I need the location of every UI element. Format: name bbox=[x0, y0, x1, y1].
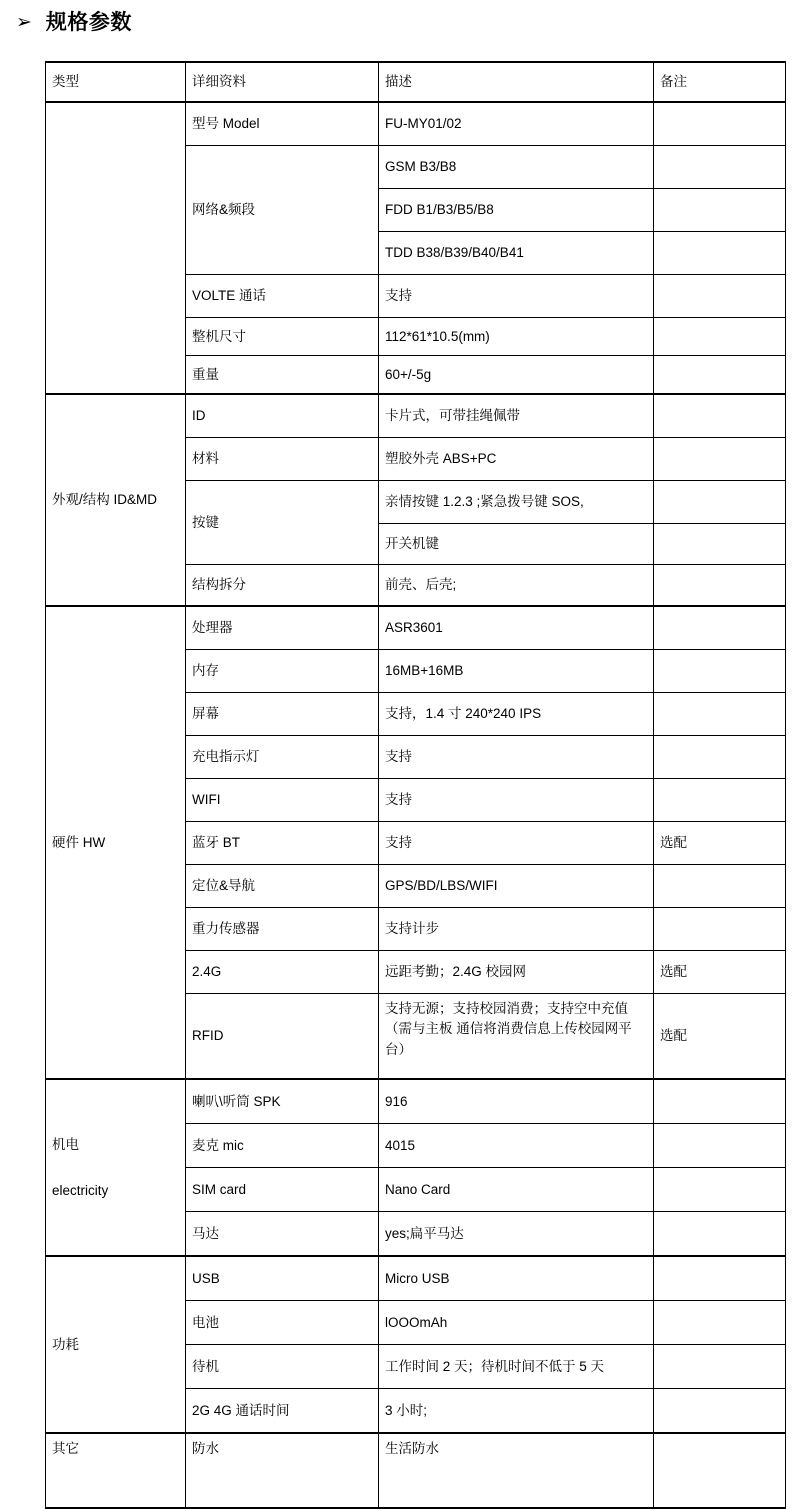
desc-cell: 支持 bbox=[379, 275, 654, 318]
note-cell bbox=[654, 650, 786, 693]
item-cell: 重量 bbox=[186, 356, 379, 395]
category-cell-other: 其它 bbox=[46, 1433, 186, 1508]
item-cell: 整机尺寸 bbox=[186, 318, 379, 356]
note-cell bbox=[654, 908, 786, 951]
desc-cell: 112*61*10.5(mm) bbox=[379, 318, 654, 356]
column-header-note: 备注 bbox=[654, 62, 786, 102]
item-cell: 内存 bbox=[186, 650, 379, 693]
item-cell: SIM card bbox=[186, 1168, 379, 1212]
note-cell bbox=[654, 438, 786, 481]
note-cell bbox=[654, 1301, 786, 1345]
desc-cell: Micro USB bbox=[379, 1256, 654, 1301]
desc-cell: Nano Card bbox=[379, 1168, 654, 1212]
note-cell bbox=[654, 524, 786, 565]
note-cell bbox=[654, 1168, 786, 1212]
item-cell: 型号 Model bbox=[186, 102, 379, 146]
item-cell: 充电指示灯 bbox=[186, 736, 379, 779]
note-cell bbox=[654, 318, 786, 356]
category-cell-power: 功耗 bbox=[46, 1256, 186, 1433]
note-cell bbox=[654, 693, 786, 736]
category-cell-hardware: 硬件 HW bbox=[46, 606, 186, 1079]
column-header-item: 详细资料 bbox=[186, 62, 379, 102]
item-cell: 按键 bbox=[186, 481, 379, 565]
note-cell bbox=[654, 481, 786, 524]
item-cell: 重力传感器 bbox=[186, 908, 379, 951]
desc-cell: 塑胶外壳 ABS+PC bbox=[379, 438, 654, 481]
note-cell bbox=[654, 232, 786, 275]
column-header-type: 类型 bbox=[46, 62, 186, 102]
note-cell bbox=[654, 1256, 786, 1301]
note-cell bbox=[654, 356, 786, 395]
item-cell: 网络&频段 bbox=[186, 146, 379, 275]
item-cell: 电池 bbox=[186, 1301, 379, 1345]
category-cell-electricity bbox=[46, 1079, 186, 1256]
desc-cell: 支持 bbox=[379, 822, 654, 865]
table-header-row bbox=[46, 62, 786, 102]
item-cell: 处理器 bbox=[186, 606, 379, 650]
item-cell: RFID bbox=[186, 994, 379, 1080]
desc-cell: 卡片式，可带挂绳佩带 bbox=[379, 394, 654, 438]
item-cell: 屏幕 bbox=[186, 693, 379, 736]
page-title: 规格参数 bbox=[45, 11, 132, 34]
table-row bbox=[46, 1256, 786, 1301]
note-cell bbox=[654, 1079, 786, 1124]
note-cell bbox=[654, 394, 786, 438]
desc-cell: 60+/-5g bbox=[379, 356, 654, 395]
category-label-line1: 机电 bbox=[52, 1136, 79, 1152]
table-row bbox=[46, 1433, 786, 1508]
note-cell bbox=[654, 189, 786, 232]
item-cell: 待机 bbox=[186, 1345, 379, 1389]
desc-cell: lOOOmAh bbox=[379, 1301, 654, 1345]
desc-cell: 支持，1.4 寸 240*240 IPS bbox=[379, 693, 654, 736]
note-cell bbox=[654, 736, 786, 779]
note-cell bbox=[654, 1124, 786, 1168]
page-heading bbox=[16, 12, 132, 33]
desc-cell: 支持计步 bbox=[379, 908, 654, 951]
item-cell: 马达 bbox=[186, 1212, 379, 1257]
desc-cell: 工作时间 2 天；待机时间不低于 5 天 bbox=[379, 1345, 654, 1389]
item-cell: USB bbox=[186, 1256, 379, 1301]
item-cell: 喇叭\听筒 SPK bbox=[186, 1079, 379, 1124]
item-cell: 2G 4G 通话时间 bbox=[186, 1389, 379, 1434]
category-label-line2: electricity bbox=[52, 1182, 109, 1198]
item-cell: ID bbox=[186, 394, 379, 438]
desc-cell: GSM B3/B8 bbox=[379, 146, 654, 189]
column-header-desc: 描述 bbox=[379, 62, 654, 102]
table-row bbox=[46, 1079, 786, 1124]
desc-cell: TDD B38/B39/B40/B41 bbox=[379, 232, 654, 275]
note-cell bbox=[654, 146, 786, 189]
note-cell bbox=[654, 565, 786, 607]
note-cell bbox=[654, 275, 786, 318]
category-cell-appearance: 外观/结构 ID&MD bbox=[46, 394, 186, 606]
desc-cell: 16MB+16MB bbox=[379, 650, 654, 693]
item-cell: 定位&导航 bbox=[186, 865, 379, 908]
arrowhead-bullet-icon: ➢ bbox=[16, 11, 32, 33]
note-cell-optional: 选配 bbox=[654, 822, 786, 865]
table-row bbox=[46, 102, 786, 146]
desc-cell: FU-MY01/02 bbox=[379, 102, 654, 146]
item-cell: 材料 bbox=[186, 438, 379, 481]
desc-cell: 远距考勤；2.4G 校园网 bbox=[379, 951, 654, 994]
note-cell bbox=[654, 1389, 786, 1434]
item-cell: 结构拆分 bbox=[186, 565, 379, 607]
note-cell bbox=[654, 102, 786, 146]
note-cell bbox=[654, 779, 786, 822]
desc-cell: ASR3601 bbox=[379, 606, 654, 650]
desc-cell: 前壳、后壳; bbox=[379, 565, 654, 607]
note-cell-optional: 选配 bbox=[654, 951, 786, 994]
item-cell: 麦克 mic bbox=[186, 1124, 379, 1168]
desc-cell: 亲情按键 1.2.3 ;紧急拨号键 SOS, bbox=[379, 481, 654, 524]
item-cell: 防水 bbox=[186, 1433, 379, 1508]
table-row bbox=[46, 606, 786, 650]
note-cell-optional: 选配 bbox=[654, 994, 786, 1080]
desc-cell: 支持 bbox=[379, 779, 654, 822]
desc-cell: 支持 bbox=[379, 736, 654, 779]
desc-cell: 开关机键 bbox=[379, 524, 654, 565]
note-cell bbox=[654, 1212, 786, 1257]
category-cell-block1 bbox=[46, 102, 186, 394]
table-row bbox=[46, 394, 786, 438]
desc-cell: yes;扁平马达 bbox=[379, 1212, 654, 1257]
item-cell: WIFI bbox=[186, 779, 379, 822]
note-cell bbox=[654, 865, 786, 908]
desc-cell: FDD B1/B3/B5/B8 bbox=[379, 189, 654, 232]
note-cell bbox=[654, 1345, 786, 1389]
item-cell: 蓝牙 BT bbox=[186, 822, 379, 865]
desc-cell: GPS/BD/LBS/WIFI bbox=[379, 865, 654, 908]
desc-cell: 3 小时; bbox=[379, 1389, 654, 1434]
desc-cell: 4015 bbox=[379, 1124, 654, 1168]
desc-cell-rfid: 支持无源；支持校园消费；支持空中充值（需与主板 通信将消费信息上传校园网平台） bbox=[379, 994, 654, 1080]
desc-cell: 916 bbox=[379, 1079, 654, 1124]
desc-cell: 生活防水 bbox=[379, 1433, 654, 1508]
item-cell: 2.4G bbox=[186, 951, 379, 994]
specification-table bbox=[45, 61, 786, 1509]
note-cell bbox=[654, 1433, 786, 1508]
item-cell: VOLTE 通话 bbox=[186, 275, 379, 318]
note-cell bbox=[654, 606, 786, 650]
